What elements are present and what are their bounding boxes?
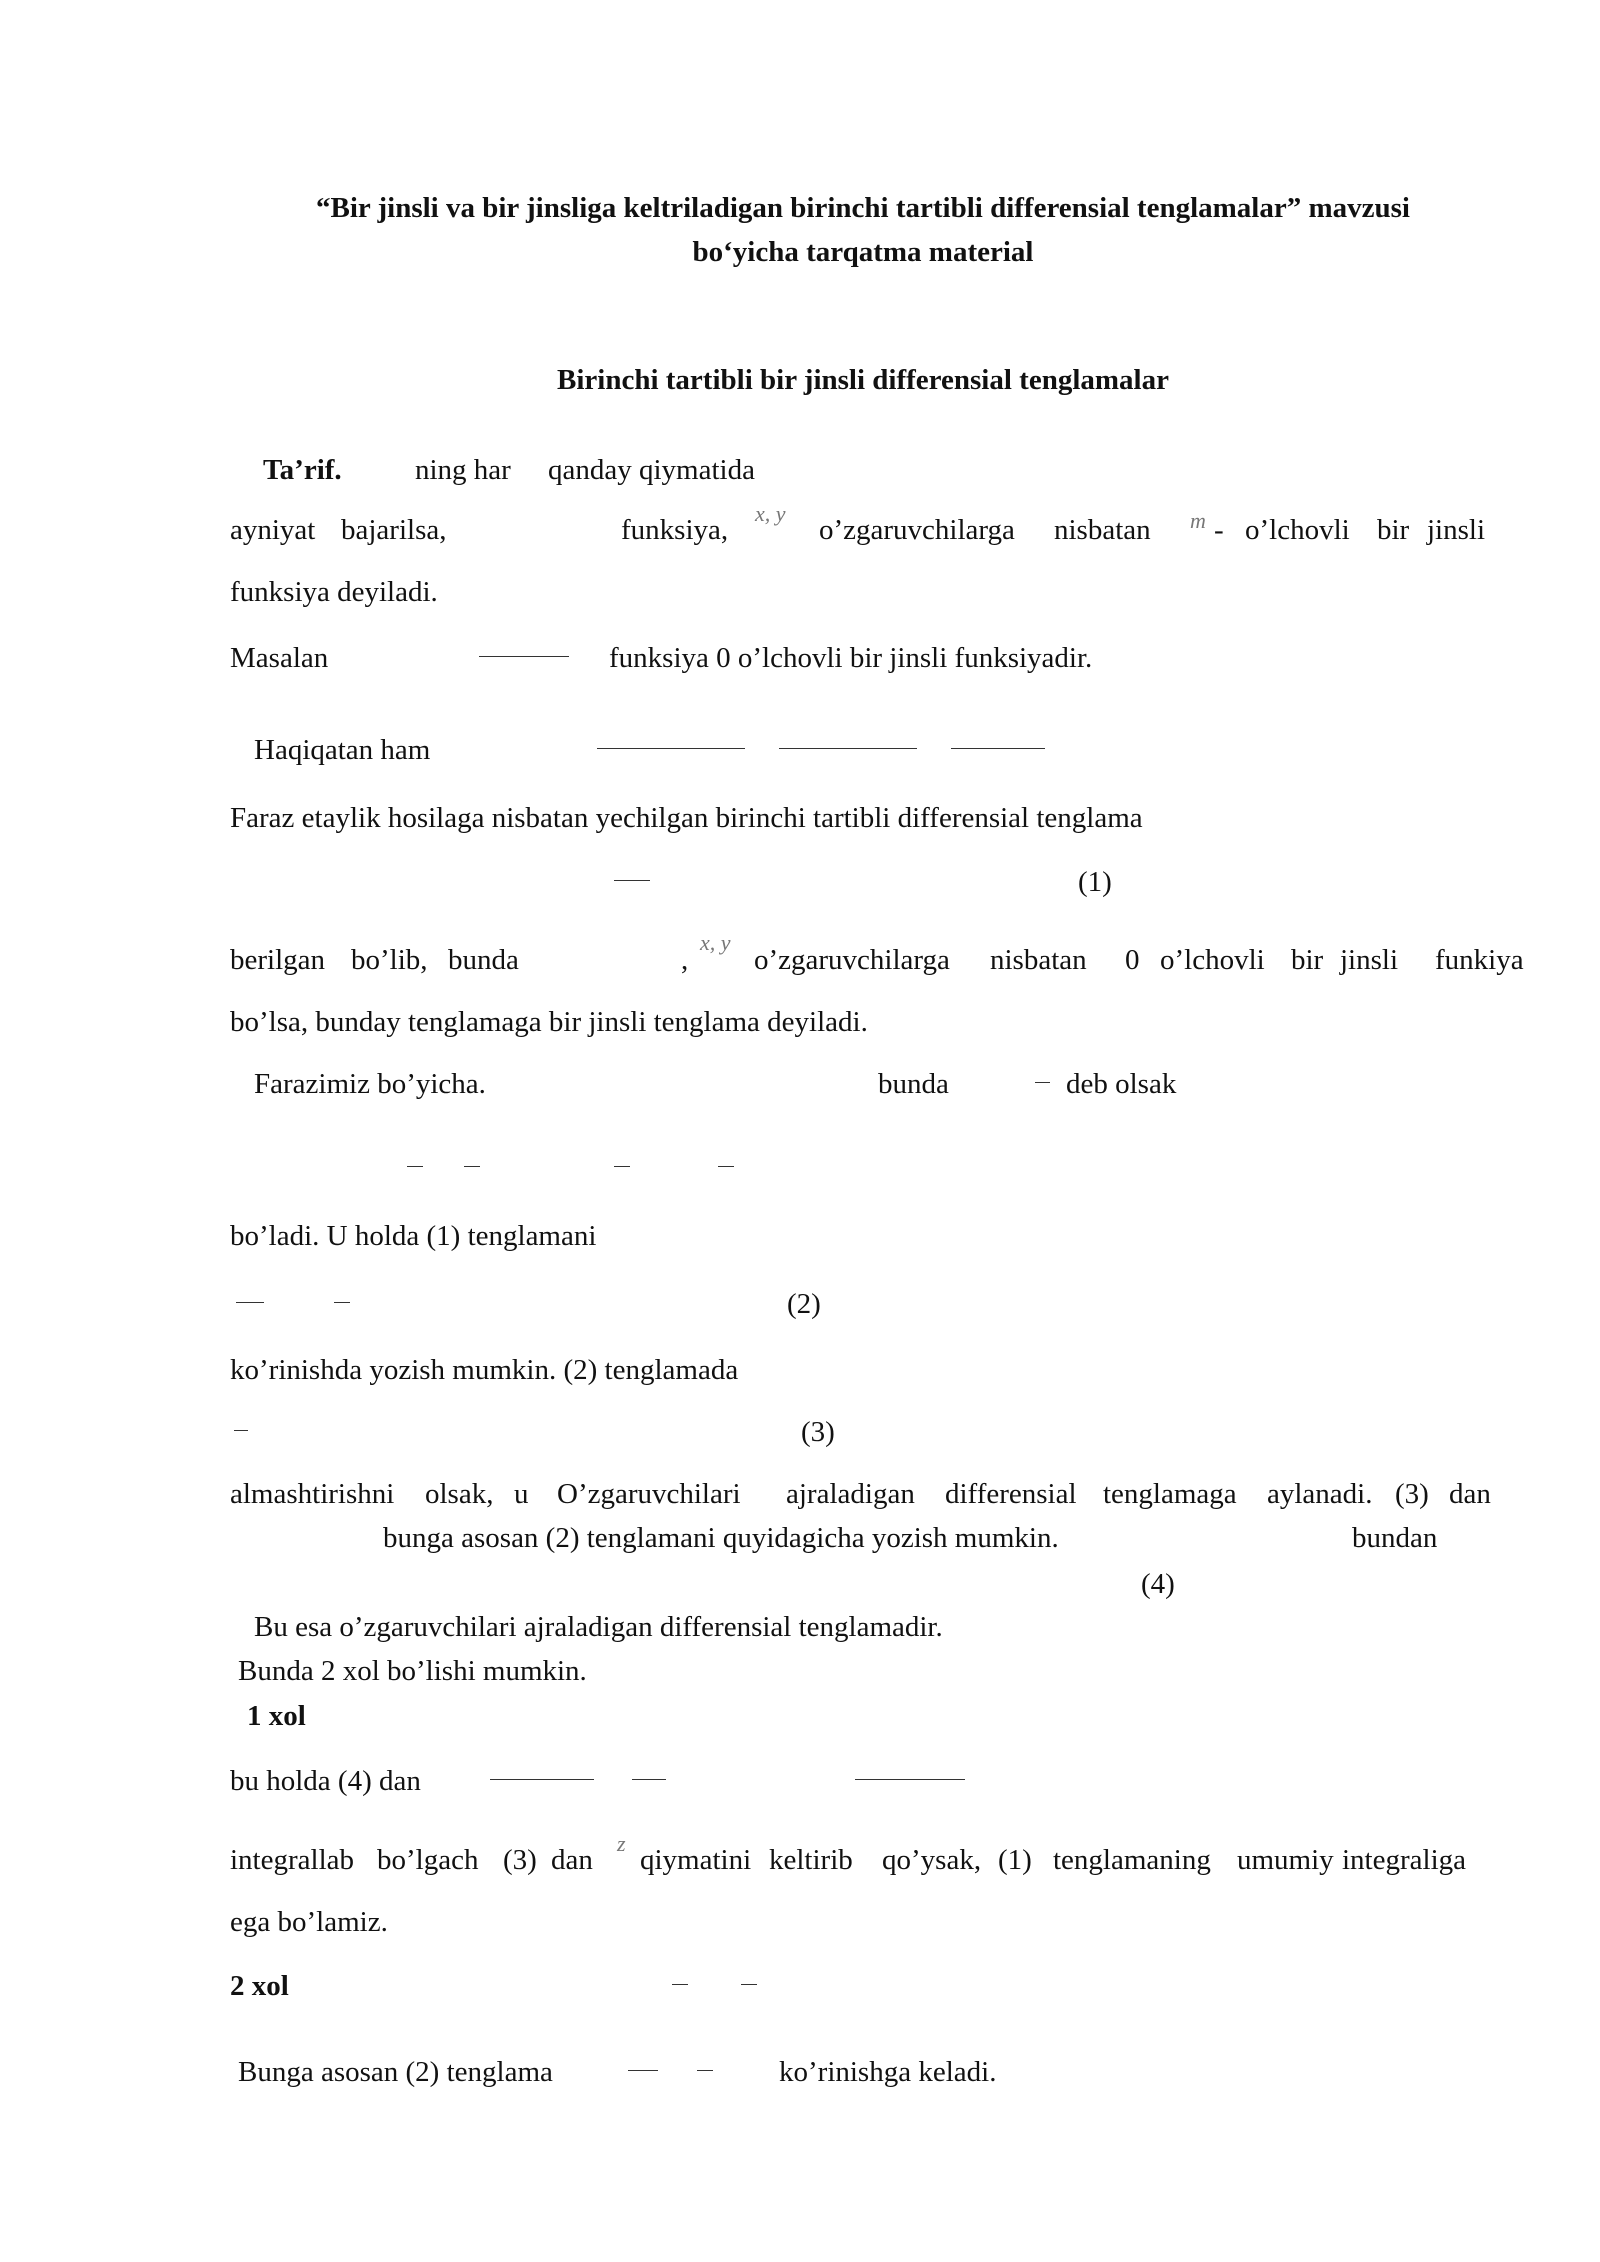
math-variables-xy: x, y [700, 930, 731, 955]
bu-esa-text: Bu esa o’zgaruvchilari ajraladigan differensial tenglamadir. [254, 1611, 943, 1643]
equation-number-2: (2) [787, 1288, 821, 1320]
given-line-2: bo’lsa, bunday tenglamaga bir jinsli tenglama deyiladi. [230, 1006, 868, 1038]
ega-bolamiz-text: ega bo’lamiz. [230, 1906, 388, 1938]
fraction-bar [614, 880, 650, 881]
bunga-line: bunga asosan (2) tenglamani quyidagicha yozish mumkin. [383, 1522, 1059, 1554]
almash-word-1: almashtirishni [230, 1478, 395, 1510]
given-word-funkiya: funkiya [1435, 944, 1524, 976]
integr-word-5: qiymatini [640, 1844, 752, 1876]
given-word-bunda: bunda [448, 944, 519, 976]
almash-word-8: aylanadi. [1267, 1478, 1373, 1510]
integr-word-6: keltirib [769, 1844, 853, 1876]
doc-title-line-2: bo‘yicha tarqatma material [692, 236, 1034, 268]
fraction-bar [236, 1302, 264, 1303]
almash-word-4: O’zgaruvchilari [557, 1478, 741, 1510]
definition-word-nisbatan: nisbatan [1054, 514, 1151, 546]
case-2-label: 2 xol [230, 1970, 289, 2002]
fraction-bar [672, 1984, 688, 1985]
fraction-bar [779, 748, 917, 749]
korinishda-text: ko’rinishda yozish mumkin. (2) tenglamada [230, 1354, 739, 1386]
given-word-olchovli: o’lchovli [1160, 944, 1265, 976]
almash-word-5: ajraladigan [786, 1478, 915, 1510]
fraction-bar [697, 2070, 713, 2071]
definition-dash: - [1214, 514, 1224, 546]
math-variable-m: m [1190, 508, 1206, 533]
almash-word-10: dan [1449, 1478, 1491, 1510]
integr-word-7: qo’ysak, [882, 1844, 982, 1876]
equation-number-3: (3) [801, 1416, 835, 1448]
integr-word-2: bo’lgach [377, 1844, 479, 1876]
integr-word-1: integrallab [230, 1844, 355, 1876]
definition-word-bir: bir [1377, 514, 1410, 546]
fraction-bar [632, 1779, 666, 1780]
definition-label: Ta’rif. [263, 454, 342, 486]
example-text: funksiya 0 o’lchovli bir jinsli funksiyadir. [609, 642, 1093, 674]
given-word-bolib: bo’lib, [351, 944, 428, 976]
definition-line-3: funksiya deyiladi. [230, 576, 438, 608]
doc-title-line-1: “Bir jinsli va bir jinsliga keltriladigan birinchi tartibli differensial tenglamalar” mavzusi [316, 192, 1410, 224]
fraction-bar [334, 1302, 350, 1303]
given-word-berilgan: berilgan [230, 944, 326, 976]
math-variables-xy: x, y [755, 501, 786, 526]
definition-text-2: qanday qiymatida [548, 454, 755, 486]
given-word-jinsli: jinsli [1340, 944, 1399, 976]
bundan-text: bundan [1352, 1522, 1438, 1554]
farazimiz-text: Farazimiz bo’yicha. [254, 1068, 486, 1100]
definition-word-funksiya: funksiya, [621, 514, 729, 546]
almash-word-7: tenglamaga [1103, 1478, 1237, 1510]
equation-number-4: (4) [1141, 1568, 1175, 1600]
fraction-bar [234, 1430, 248, 1431]
equation-number-1: (1) [1078, 866, 1112, 898]
given-word-bir: bir [1291, 944, 1324, 976]
definition-text-1: ning har [415, 454, 511, 486]
integr-word-4: dan [551, 1844, 593, 1876]
fraction-bar [628, 2070, 658, 2071]
almash-word-6: differensial [945, 1478, 1077, 1510]
fraction-bar [951, 748, 1045, 749]
assumption-text: Faraz etaylik hosilaga nisbatan yechilgan birinchi tartibli differensial tenglama [230, 802, 1143, 834]
fraction-bar [479, 656, 569, 657]
example-label: Masalan [230, 642, 329, 674]
math-variable-z: z [617, 1831, 626, 1856]
definition-word-olchovli: o’lchovli [1245, 514, 1350, 546]
fraction-bar [718, 1166, 734, 1167]
fraction-bar [741, 1984, 757, 1985]
given-word-ozgaruvchilarga: o’zgaruvchilarga [754, 944, 950, 976]
given-comma: , [681, 944, 689, 976]
fraction-bar [855, 1779, 965, 1780]
fraction-bar [614, 1166, 630, 1167]
integr-word-10: umumiy [1237, 1844, 1334, 1876]
bunda-2-xol-text: Bunda 2 xol bo’lishi mumkin. [238, 1655, 587, 1687]
fraction-bar [464, 1166, 480, 1167]
fraction-bar [597, 748, 745, 749]
farazimiz-bunda: bunda [878, 1068, 949, 1100]
integr-word-11: integraliga [1342, 1844, 1467, 1876]
section-heading: Birinchi tartibli bir jinsli differensial tenglamalar [557, 364, 1169, 396]
almash-word-9: (3) [1395, 1478, 1429, 1510]
fraction-bar [1035, 1082, 1050, 1083]
given-word-nisbatan: nisbatan [990, 944, 1087, 976]
almash-word-2: olsak, [425, 1478, 494, 1510]
boladi-text: bo’ladi. U holda (1) tenglamani [230, 1220, 597, 1252]
definition-word-bajarilsa: bajarilsa, [341, 514, 447, 546]
integr-word-9: tenglamaning [1053, 1844, 1211, 1876]
case-1-label: 1 xol [247, 1700, 306, 1732]
case-2-text: Bunga asosan (2) tenglama [238, 2056, 553, 2088]
fraction-bar [490, 1779, 594, 1780]
farazimiz-deb-olsak: deb olsak [1066, 1068, 1177, 1100]
definition-word-ozgaruvchilarga: o’zgaruvchilarga [819, 514, 1015, 546]
definition-word-ayniyat: ayniyat [230, 514, 316, 546]
proof-label: Haqiqatan ham [254, 734, 431, 766]
case-1-text: bu holda (4) dan [230, 1765, 421, 1797]
integr-word-3: (3) [503, 1844, 537, 1876]
almash-word-3: u [514, 1478, 529, 1510]
integr-word-8: (1) [998, 1844, 1032, 1876]
given-word-0: 0 [1125, 944, 1140, 976]
fraction-bar [407, 1166, 423, 1167]
definition-word-jinsli: jinsli [1427, 514, 1486, 546]
case-2-suffix: ko’rinishga keladi. [779, 2056, 997, 2088]
